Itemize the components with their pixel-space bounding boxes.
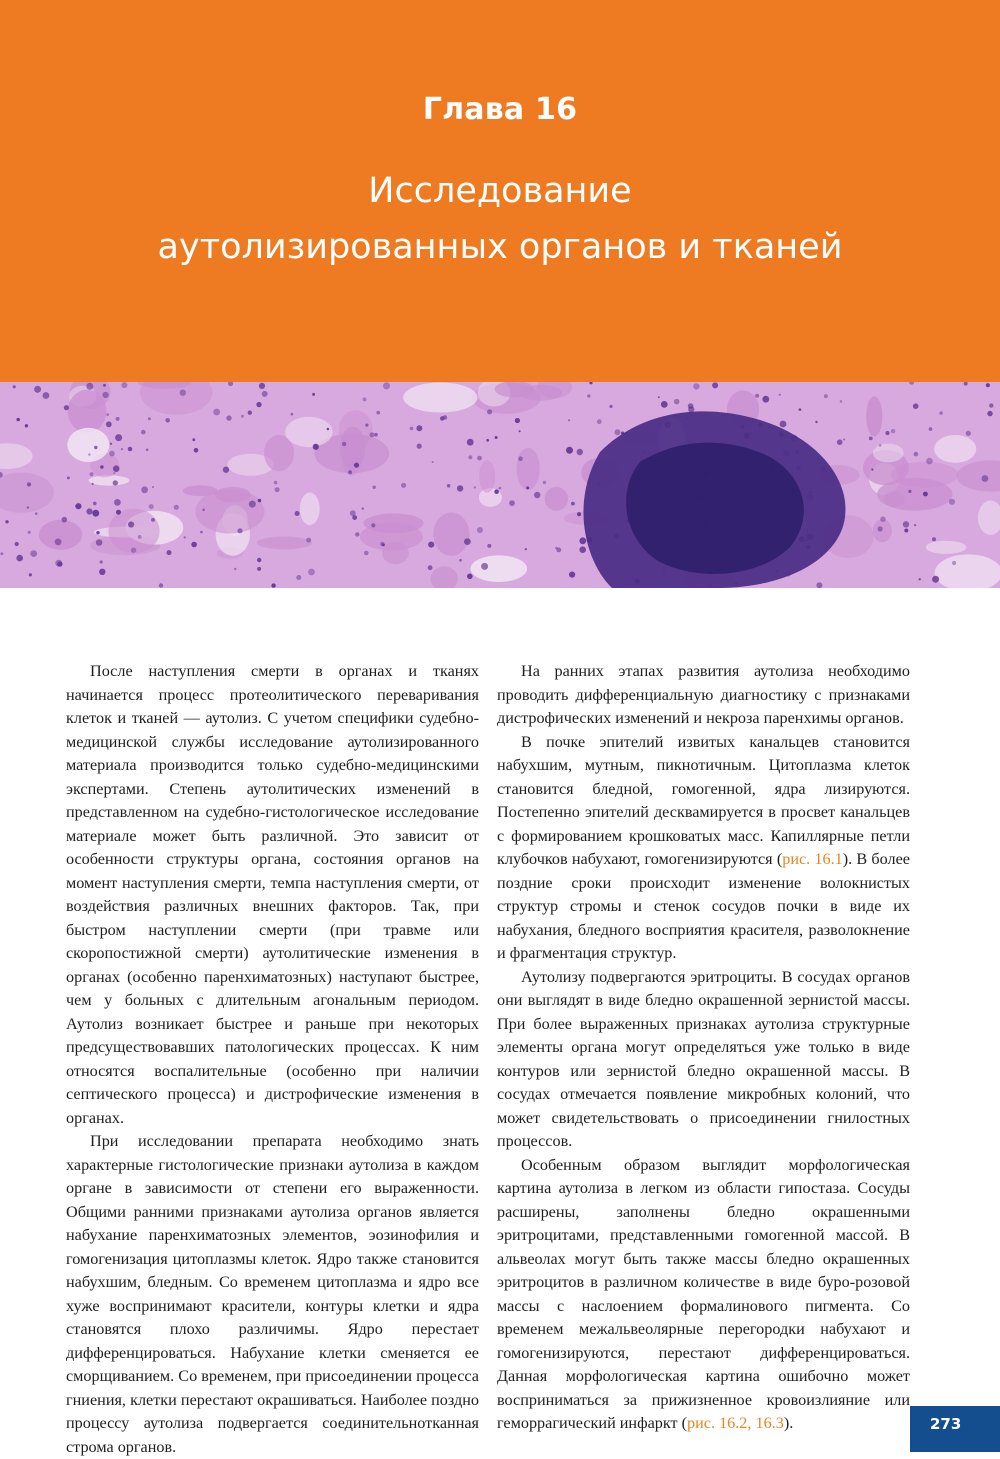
cell-nucleus [30, 550, 37, 557]
paragraph: Аутолизу подвергаются эритроциты. В сосудах органов они выглядят в виде бледно окрашенной зернистой массы. При более выраженных признаках аутолиза структурные элементы органа могут определяться уже только в виде контуров или зернистой бледно окрашенной массы. В сосудах отмечается появление микробных колоний, что может свидетельствовать о присоединении гнилостных процессов. [497, 967, 910, 1150]
cell-nucleus [903, 521, 909, 527]
chapter-title-line2: аутолизированных органов и тканей [157, 227, 843, 267]
cell-nucleus [258, 499, 262, 503]
tissue-structure [433, 513, 469, 556]
cell-nucleus [566, 447, 573, 454]
cell-nucleus [534, 492, 540, 498]
cell-nucleus [464, 538, 471, 545]
cell-nucleus [202, 509, 205, 512]
tissue-structure [67, 428, 109, 462]
tissue-structure [891, 462, 959, 488]
cell-nucleus [780, 421, 787, 428]
right-column [497, 660, 910, 1436]
cell-nucleus [192, 438, 195, 441]
tissue-structure [519, 385, 563, 401]
cell-nucleus [64, 405, 69, 410]
cell-nucleus [904, 529, 908, 533]
cell-nucleus [885, 431, 889, 435]
cell-nucleus [237, 528, 242, 533]
cell-nucleus [259, 383, 265, 389]
cell-nucleus [113, 480, 118, 485]
cell-nucleus [86, 383, 93, 390]
cell-nucleus [518, 456, 523, 461]
histology-image [0, 382, 1000, 588]
cell-nucleus [17, 418, 20, 421]
cell-nucleus [891, 429, 895, 433]
cell-nucleus [987, 411, 992, 416]
tissue-structure [926, 541, 967, 554]
cell-nucleus [34, 386, 41, 393]
cell-nucleus [194, 448, 199, 453]
histology-image-svg [0, 382, 1000, 588]
cell-nucleus [295, 511, 300, 516]
cell-nucleus [952, 561, 956, 565]
cell-nucleus [837, 439, 843, 445]
cell-nucleus [151, 518, 155, 522]
cell-nucleus [913, 403, 919, 409]
cell-nucleus [312, 393, 315, 396]
cell-nucleus [515, 418, 520, 423]
cell-nucleus [919, 578, 921, 580]
cell-nucleus [110, 443, 112, 445]
cell-nucleus [468, 455, 472, 459]
cell-nucleus [364, 551, 369, 556]
cell-nucleus [348, 470, 352, 474]
cell-nucleus [843, 439, 845, 441]
cell-nucleus [879, 444, 881, 446]
cell-nucleus [146, 449, 149, 452]
cell-nucleus [376, 411, 380, 415]
cell-nucleus [362, 507, 364, 509]
cell-nucleus [467, 574, 473, 580]
tissue-structure [471, 555, 528, 582]
cell-nucleus [373, 486, 376, 489]
cell-nucleus [365, 424, 368, 427]
cell-nucleus [525, 548, 527, 550]
cell-nucleus [762, 396, 769, 403]
cell-nucleus [555, 547, 558, 550]
cell-nucleus [869, 437, 873, 441]
tissue-structure [934, 435, 976, 463]
cell-nucleus [914, 452, 919, 457]
cell-nucleus [308, 569, 315, 576]
cell-nucleus [27, 506, 30, 509]
cell-nucleus [128, 447, 133, 452]
cell-nucleus [141, 486, 148, 493]
figure-reference-16-1[interactable]: рис. 16.1 [782, 850, 843, 868]
cell-nucleus [982, 475, 989, 482]
chapter-title [0, 163, 1000, 275]
cell-nucleus [0, 552, 3, 555]
cell-nucleus [487, 544, 491, 548]
cell-nucleus [67, 477, 70, 480]
cell-nucleus [587, 394, 590, 397]
cell-nucleus [29, 573, 32, 576]
cell-nucleus [755, 394, 759, 398]
cell-nucleus [932, 576, 939, 583]
cell-nucleus [371, 523, 375, 527]
cell-nucleus [116, 510, 121, 515]
cell-nucleus [167, 550, 172, 555]
paragraph-text: ). [783, 1414, 794, 1432]
cell-nucleus [374, 433, 378, 437]
cell-nucleus [914, 524, 916, 526]
paragraph-text: В почке эпителий извитых канальцев становится набухшим, мутным, пикнотичным. Цитоплазма клеток становится бледной, гомогенной, ядра лизируются. Постепенно эпителий десквамируется в просвет канальцев с формированием крошковатых масс. Капиллярные петли клубочков набухают, гомогенизируются ( [497, 732, 910, 868]
cell-nucleus [926, 458, 933, 465]
cell-nucleus [131, 548, 136, 553]
tissue-structure [873, 519, 892, 542]
cell-nucleus [543, 481, 546, 484]
cell-nucleus [148, 417, 151, 420]
cell-nucleus [799, 408, 802, 411]
cell-nucleus [661, 401, 668, 408]
cell-nucleus [569, 572, 575, 578]
cell-nucleus [410, 427, 414, 431]
cell-nucleus [100, 465, 104, 469]
cell-nucleus [248, 411, 252, 415]
cell-nucleus [363, 397, 367, 401]
cell-nucleus [526, 486, 529, 489]
cell-nucleus [486, 439, 489, 442]
cell-nucleus [577, 512, 581, 516]
cell-nucleus [93, 502, 97, 506]
cell-nucleus [274, 481, 278, 485]
cell-nucleus [184, 536, 186, 538]
cell-nucleus [35, 512, 38, 515]
cell-nucleus [380, 542, 384, 546]
cell-nucleus [350, 510, 356, 516]
cell-nucleus [113, 472, 115, 474]
cell-nucleus [370, 432, 375, 437]
tissue-structure [108, 509, 159, 554]
cell-nucleus [878, 526, 883, 531]
cell-nucleus [929, 427, 933, 431]
page-number: 273 [910, 1406, 1000, 1452]
cell-nucleus [96, 531, 99, 534]
cell-nucleus [115, 434, 122, 441]
cell-nucleus [25, 424, 28, 427]
cell-nucleus [43, 392, 50, 399]
cell-nucleus [327, 428, 330, 431]
cell-nucleus [494, 489, 499, 494]
paragraph-text: Особенным образом выглядит морфологическая картина аутолиза в легком из области гипостаза. Сосуды расширены, заполнены бледно окрашенными эритроцитами, представленными гомогенной массой. В альвеолах могут быть также массы бледно окрашенных эритроцитов в различном количестве в виде буро-розовой массы с наслоением формалинового пигмента. Со временем межальвеолярные перегородки набухают и гомогенизируются, перестают дифференцироваться. Данная морфологическая картина ошибочно может восприниматься за прижизненное кровоизлияние или геморрагический инфаркт ( [497, 1155, 910, 1432]
cell-nucleus [401, 483, 406, 488]
cell-nucleus [313, 444, 319, 450]
cell-nucleus [499, 487, 502, 490]
cell-nucleus [257, 558, 261, 562]
paragraph: При исследовании препарата необходимо знать характерные гистологические признаки аутолиза в каждом органе в зависимости от степени его выраженности. Общими ранними признаками аутолиза органов является набухание паренхиматозных элементов, эозинофилия и гомогенизация цитоплазмы клеток. Ядро также становится набухшим, бледным. Со временем цитоплазма и ядро все хуже воспринимают красители, контуры клетки и ядра становятся плохо различимы. Ядро перестает дифференцироваться. Набухание клетки сменяется ее сморщиванием. Со временем, при присоединении процесса гниения, клетки перестают окрашиваться. Наиболее поздно процессу аутолиза подвергается соединительнотканная строма органов. [66, 1132, 479, 1456]
cell-nucleus [658, 396, 660, 398]
cell-nucleus [693, 383, 699, 389]
cell-nucleus [688, 403, 694, 409]
cell-nucleus [989, 403, 993, 407]
cell-nucleus [571, 502, 575, 506]
cell-nucleus [106, 421, 112, 427]
cell-nucleus [257, 567, 261, 571]
cell-nucleus [88, 453, 90, 455]
cell-nucleus [986, 383, 990, 387]
cell-nucleus [306, 538, 311, 543]
cell-nucleus [55, 539, 62, 546]
cell-nucleus [487, 409, 492, 414]
tissue-structure [300, 493, 320, 526]
cell-nucleus [457, 485, 463, 491]
cell-nucleus [275, 487, 280, 492]
chapter-number: Глава 16 [422, 92, 578, 127]
cell-nucleus [5, 520, 8, 523]
cell-nucleus [432, 461, 434, 463]
cell-nucleus [467, 439, 474, 446]
cell-nucleus [75, 503, 81, 509]
paragraph-text: ). В более поздние сроки происходит изменение волокнистых структур стромы и стенок сосудов почки в виде их набухания, бледного восприятия красителя, разволокнение и фрагментация структур. [497, 850, 910, 962]
cell-nucleus [27, 482, 31, 486]
cell-nucleus [113, 465, 120, 472]
cell-nucleus [509, 500, 515, 506]
cell-nucleus [779, 394, 781, 396]
cell-nucleus [296, 575, 301, 580]
cell-nucleus [908, 490, 911, 493]
tissue-structure [873, 444, 904, 463]
cell-nucleus [615, 429, 621, 435]
cell-nucleus [477, 456, 482, 461]
cell-nucleus [191, 542, 197, 548]
cell-nucleus [440, 416, 444, 420]
cell-nucleus [815, 421, 817, 423]
tissue-structure [545, 487, 568, 511]
cell-nucleus [100, 560, 103, 563]
cell-nucleus [180, 390, 186, 396]
paragraph [497, 731, 910, 966]
cell-nucleus [459, 559, 462, 562]
cell-nucleus [138, 535, 142, 539]
cell-nucleus [92, 483, 94, 485]
cell-nucleus [447, 484, 451, 488]
cell-nucleus [114, 499, 121, 506]
cell-nucleus [880, 516, 886, 522]
cell-nucleus [13, 385, 16, 388]
cell-nucleus [416, 425, 422, 431]
tissue-structure [195, 489, 264, 533]
cell-nucleus [249, 501, 256, 508]
tissue-structure [884, 491, 905, 507]
cell-nucleus [923, 492, 928, 497]
cell-nucleus [597, 419, 602, 424]
cell-nucleus [428, 565, 433, 570]
figure-reference-16-2-16-3[interactable]: рис. 16.2, 16.3 [687, 1414, 784, 1432]
cell-nucleus [519, 430, 521, 432]
tissue-structure [257, 537, 312, 550]
cell-nucleus [165, 418, 170, 423]
paragraph: На ранних этапах развития аутолиза необходимо проводить дифференциальную диагностику с признаками дистрофических изменений и некроза паренхимы органов. [497, 662, 910, 727]
chapter-header [0, 0, 1000, 382]
cell-nucleus [174, 505, 179, 510]
cell-nucleus [92, 510, 99, 517]
cell-nucleus [128, 521, 134, 527]
cell-nucleus [256, 402, 261, 407]
cell-nucleus [342, 442, 346, 446]
tissue-structure [285, 417, 332, 447]
cell-nucleus [226, 415, 231, 420]
tissue-structure [517, 448, 540, 490]
cell-nucleus [200, 531, 203, 534]
cell-nucleus [262, 391, 268, 397]
cell-nucleus [949, 499, 955, 505]
cell-nucleus [271, 583, 275, 587]
cell-nucleus [106, 413, 109, 416]
left-column [66, 660, 479, 1459]
cell-nucleus [149, 504, 154, 509]
cell-nucleus [159, 583, 163, 587]
cell-nucleus [223, 467, 229, 473]
cell-nucleus [291, 413, 294, 416]
cell-nucleus [824, 394, 828, 398]
cell-nucleus [96, 539, 103, 546]
cell-nucleus [355, 532, 359, 536]
cell-nucleus [28, 531, 31, 534]
cell-nucleus [121, 382, 127, 388]
cell-nucleus [481, 563, 488, 570]
cell-nucleus [966, 431, 971, 436]
cell-nucleus [103, 384, 106, 387]
cell-nucleus [116, 417, 120, 421]
cell-nucleus [712, 382, 718, 388]
cell-nucleus [213, 409, 220, 416]
cell-nucleus [15, 542, 19, 546]
cell-nucleus [141, 430, 146, 435]
cell-nucleus [577, 449, 583, 455]
cell-nucleus [103, 392, 109, 398]
paragraph [497, 1154, 910, 1436]
cell-nucleus [121, 448, 123, 450]
cell-nucleus [86, 508, 92, 514]
cell-nucleus [152, 486, 154, 488]
tissue-structure [403, 383, 477, 413]
paragraph: После наступления смерти в органах и тканях начинается процесс протеолитического переваривания клеток и тканей — аутолиз. С учетом специфики судебно-медицинской службы исследование аутолизированного материала производится только судебно-медицинскими экспертами. Степень аутолитических изменений в представленном на судебно-гистологическое исследование материале может быть различной. Это зависит от особенности структуры органа, состояния органов на момент наступления смерти, темпа наступления смерти, от воздействия различных внешних факторов. Так, при быстром наступлении смерти (при травме или скоропостижной смерти) аутолитические изменения в органах (особенно паренхиматозных) наступают быстрее, чем у больных с длительным агональным периодом. Аутолиз возникает быстрее и раньше при некоторых предсуществовавших патологических процессах. К ним относятся воспалительные (особенно при наличии септического процесса) и дистрофические изменения в органах. [66, 662, 479, 1127]
cell-nucleus [383, 382, 390, 389]
cell-nucleus [62, 517, 68, 523]
cell-nucleus [579, 537, 586, 544]
tissue-structure [866, 396, 882, 436]
tissue-structure [382, 542, 409, 564]
cell-nucleus [477, 527, 483, 533]
cell-nucleus [234, 568, 236, 570]
cell-nucleus [55, 560, 62, 567]
cell-nucleus [109, 451, 115, 457]
cell-nucleus [495, 436, 498, 439]
cell-nucleus [568, 419, 570, 421]
cell-nucleus [241, 415, 244, 418]
cell-nucleus [579, 546, 586, 553]
cell-nucleus [354, 463, 359, 468]
cell-nucleus [417, 444, 422, 449]
cell-nucleus [90, 472, 94, 476]
cell-nucleus [674, 399, 680, 405]
cell-nucleus [939, 411, 942, 414]
cell-nucleus [428, 542, 434, 548]
cell-nucleus [609, 405, 612, 408]
cell-nucleus [474, 486, 476, 488]
cell-nucleus [932, 537, 936, 541]
tissue-structure [68, 390, 107, 433]
tissue-structure [479, 460, 495, 492]
chapter-title-line1: Исследование [368, 171, 632, 211]
cell-nucleus [94, 446, 97, 449]
cell-nucleus [840, 400, 843, 403]
cell-nucleus [16, 555, 23, 562]
cell-nucleus [871, 468, 873, 470]
tissue-structure [39, 520, 82, 550]
cell-nucleus [99, 569, 105, 575]
